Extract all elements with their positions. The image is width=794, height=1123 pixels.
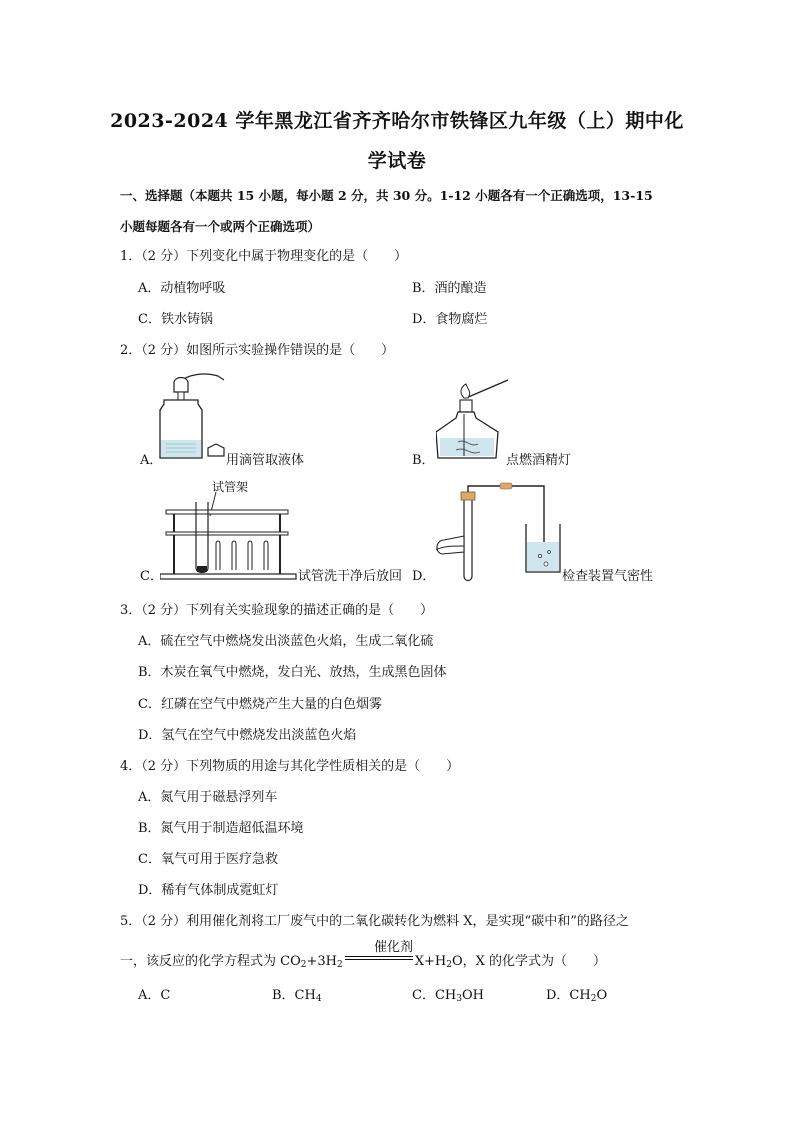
section-header	[120, 180, 680, 242]
q2-option-d-letter: D．	[412, 569, 436, 584]
dropper-bottle-figure	[158, 370, 228, 470]
q5-stem-line1: 5．（2 分）利用催化剂将工厂废气中的二氧化碳转化为燃料 X，是实现“碳中和”的路径之	[120, 914, 629, 929]
rack-label: 试管架	[212, 480, 249, 494]
q5-catalyst-label: 催化剂	[374, 940, 414, 955]
q5-option-d-text: D．CH	[546, 988, 591, 1003]
q5-option-c-tail: OH	[461, 988, 484, 1003]
q5-option-b	[272, 988, 322, 1004]
q4-stem: 4．（2 分）下列物质的用途与其化学性质相关的是（ ）	[120, 759, 460, 774]
q2-option-b-letter: B．	[412, 453, 435, 468]
page-title-cont: 学试卷	[367, 150, 427, 172]
q1-option-c: C．铁水铸锅	[138, 312, 213, 327]
airtightness-check-figure	[434, 482, 564, 582]
q3-option-d: D．氢气在空气中燃烧发出淡蓝色火焰	[138, 728, 357, 743]
test-tube-rack-figure	[160, 492, 298, 582]
page-title: 2023-2024 学年黑龙江省齐齐哈尔市铁锋区九年级（上）期中化	[110, 110, 684, 132]
q1-option-a: A．动植物呼吸	[138, 281, 226, 296]
q4-option-a: A．氮气用于磁悬浮列车	[138, 790, 278, 805]
q2-option-a-letter: A．	[140, 453, 163, 468]
alcohol-lamp-figure	[436, 378, 512, 472]
q2-option-d-text: 检查装置气密性	[562, 569, 654, 584]
q3-option-c: C．红磷在空气中燃烧产生大量的白色烟雾	[138, 697, 382, 712]
q5-equation-product: X+H	[414, 954, 447, 969]
q2-option-c-text: 试管洗干净后放回	[298, 569, 403, 584]
q1-option-d: D．食物腐烂	[412, 312, 488, 327]
q5-sub: 2	[337, 960, 343, 970]
q3-stem: 3．（2 分）下列有关实验现象的描述正确的是（ ）	[120, 603, 434, 618]
q5-equation-prefix: 一，该反应的化学方程式为 CO	[120, 954, 301, 969]
section-header-line2: 小题每题各有一个或两个正确选项）	[120, 219, 321, 234]
q3-option-a: A．硫在空气中燃烧发出淡蓝色火焰，生成二氧化硫	[138, 634, 434, 649]
q2-option-a-text: 用滴管取液体	[226, 453, 305, 468]
q5-option-c	[412, 988, 484, 1004]
q5-option-d-tail: O	[596, 988, 608, 1003]
q5-stem-line2	[120, 951, 606, 970]
q4-option-b: B．氮气用于制造超低温环境	[138, 821, 304, 836]
q5-option-d	[546, 988, 607, 1004]
q5-option-c-sub: 3	[456, 994, 462, 1004]
q5-sub: 2	[300, 960, 307, 970]
q3-option-b: B．木炭在氧气中燃烧，发白光、放热，生成黑色固体	[138, 665, 447, 680]
q1-option-b: B．酒的酿造	[412, 281, 487, 296]
q4-option-d: D．稀有气体制成霓虹灯	[138, 883, 279, 898]
q5-equation-suffix: O，X 的化学式为（ ）	[451, 954, 606, 969]
q5-option-a: A．C	[138, 988, 171, 1003]
q2-option-c-letter: C．	[140, 569, 163, 584]
q5-option-b-sub: 4	[315, 994, 322, 1004]
q2-stem: 2．（2 分）如图所示实验操作错误的是（ ）	[120, 343, 395, 358]
q5-equation-plus: +3H	[306, 954, 337, 969]
q2-option-b-text: 点燃酒精灯	[506, 453, 572, 468]
q5-sub: 2	[446, 960, 452, 970]
q4-option-c: C．氧气可用于医疗急救	[138, 852, 278, 867]
q5-option-c-text: C．CH	[412, 988, 457, 1003]
q1-stem: 1．（2 分）下列变化中属于物理变化的是（ ）	[120, 249, 408, 264]
section-header-line1: 一、选择题（本题共 15 小题，每小题 2 分，共 30 分。1-12 小题各有一个正确选项，13-15	[120, 188, 653, 203]
q5-option-d-sub: 2	[590, 994, 597, 1004]
q5-option-b-text: B．CH	[272, 988, 316, 1003]
